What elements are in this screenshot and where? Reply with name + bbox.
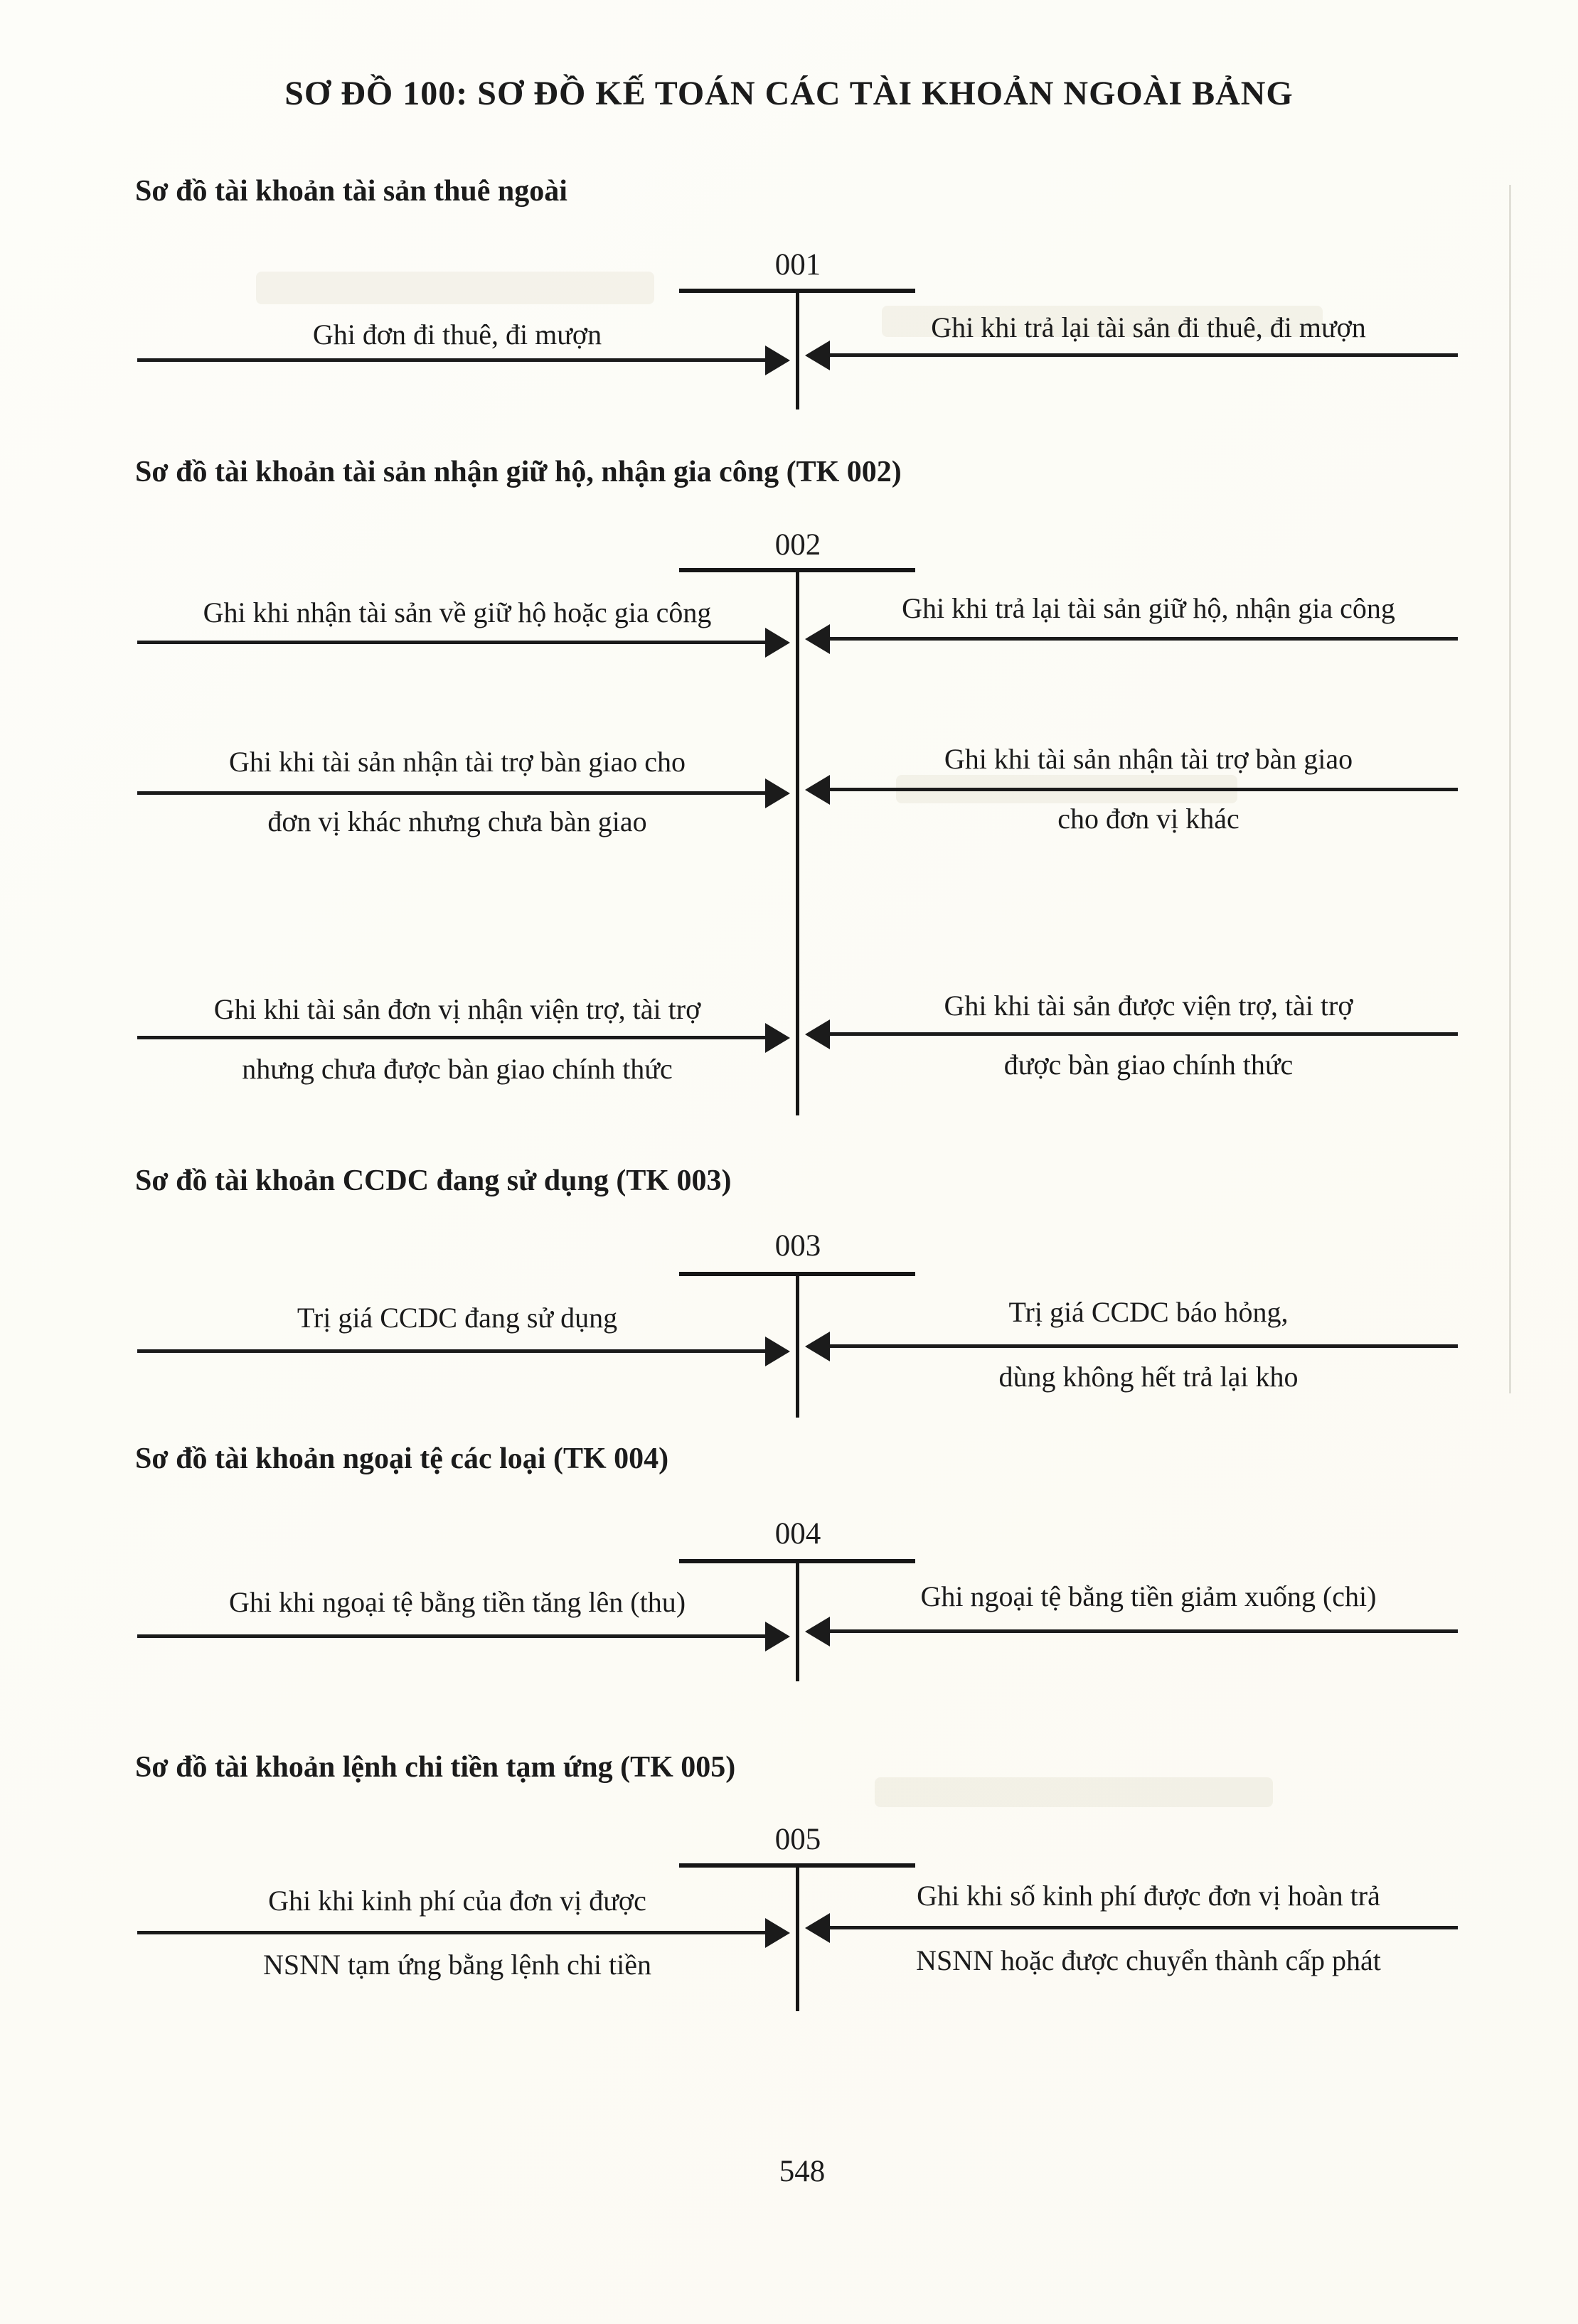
- account-number: 001: [774, 248, 821, 282]
- t-account-vertical-line: [796, 568, 799, 1115]
- bleed-through-artifact: [875, 1777, 1273, 1807]
- right-entry-arrow: [828, 1032, 1458, 1036]
- entry-label: nhưng chưa được bàn giao chính thức: [242, 1053, 673, 1085]
- account-number: 005: [774, 1823, 821, 1856]
- page-number: 548: [779, 2155, 826, 2188]
- right-entry-arrow: [828, 1344, 1458, 1348]
- entry-label: Ghi khi số kinh phí được đơn vị hoàn trả: [917, 1880, 1380, 1912]
- entry-label: Ghi khi tài sản nhận tài trợ bàn giao cho: [228, 746, 686, 778]
- entry-label: cho đơn vị khác: [1057, 803, 1240, 835]
- entry-label: Trị giá CCDC đang sử dụng: [297, 1302, 618, 1334]
- left-entry-arrow: [137, 641, 767, 644]
- right-entry-arrow: [828, 1926, 1458, 1929]
- entry-label: Ghi đơn đi thuê, đi mượn: [312, 318, 602, 350]
- entry-label: Ghi khi trả lại tài sản giữ hộ, nhận gia công: [902, 592, 1395, 624]
- entry-label: dùng không hết trả lại kho: [998, 1361, 1299, 1393]
- entry-label: Ghi khi kinh phí của đơn vị được: [268, 1885, 646, 1917]
- account-number: 004: [774, 1517, 821, 1551]
- right-entry-arrow: [828, 788, 1458, 791]
- entry-label: Trị giá CCDC báo hỏng,: [1008, 1296, 1289, 1328]
- bleed-through-artifact: [256, 272, 654, 304]
- section-heading-tk001: Sơ đồ tài khoản tài sản thuê ngoài: [135, 175, 567, 208]
- left-entry-arrow: [137, 1634, 767, 1638]
- page-title: SƠ ĐỒ 100: SƠ ĐỒ KẾ TOÁN CÁC TÀI KHOẢN NGOÀI BẢNG: [284, 75, 1294, 112]
- account-number: 002: [774, 528, 821, 562]
- left-entry-arrow: [137, 358, 767, 362]
- section-heading-tk005: Sơ đồ tài khoản lệnh chi tiền tạm ứng (TK 005): [135, 1751, 736, 1784]
- entry-label: Ghi khi trả lại tài sản đi thuê, đi mượn: [931, 311, 1366, 343]
- account-number: 003: [774, 1229, 821, 1263]
- entry-label: Ghi khi tài sản được viện trợ, tài trợ: [944, 990, 1353, 1022]
- entry-label: đơn vị khác nhưng chưa bàn giao: [267, 805, 647, 837]
- entry-label: Ghi khi tài sản nhận tài trợ bàn giao: [944, 743, 1353, 775]
- entry-label: NSNN tạm ứng bằng lệnh chi tiền: [262, 1949, 652, 1981]
- entry-label: Ghi ngoại tệ bằng tiền giảm xuống (chi): [920, 1580, 1377, 1612]
- entry-label: được bàn giao chính thức: [1003, 1049, 1294, 1081]
- scan-artifact-line: [1509, 185, 1511, 1393]
- right-entry-arrow: [828, 353, 1458, 357]
- right-entry-arrow: [828, 1629, 1458, 1633]
- right-entry-arrow: [828, 637, 1458, 641]
- t-account-vertical-line: [796, 289, 799, 409]
- t-account-vertical-line: [796, 1272, 799, 1418]
- left-entry-arrow: [137, 1036, 767, 1039]
- t-account-vertical-line: [796, 1863, 799, 2011]
- section-heading-tk003: Sơ đồ tài khoản CCDC đang sử dụng (TK 003): [135, 1164, 732, 1197]
- left-entry-arrow: [137, 1349, 767, 1353]
- entry-label: Ghi khi ngoại tệ bằng tiền tăng lên (thu): [228, 1586, 686, 1618]
- left-entry-arrow: [137, 1931, 767, 1934]
- section-heading-tk004: Sơ đồ tài khoản ngoại tệ các loại (TK 004): [135, 1442, 669, 1475]
- left-entry-arrow: [137, 791, 767, 795]
- section-heading-tk002: Sơ đồ tài khoản tài sản nhận giữ hộ, nhận gia công (TK 002): [135, 456, 902, 488]
- entry-label: Ghi khi nhận tài sản về giữ hộ hoặc gia công: [203, 596, 712, 628]
- entry-label: Ghi khi tài sản đơn vị nhận viện trợ, tài trợ: [213, 993, 701, 1025]
- entry-label: NSNN hoặc được chuyển thành cấp phát: [916, 1944, 1381, 1976]
- t-account-vertical-line: [796, 1559, 799, 1681]
